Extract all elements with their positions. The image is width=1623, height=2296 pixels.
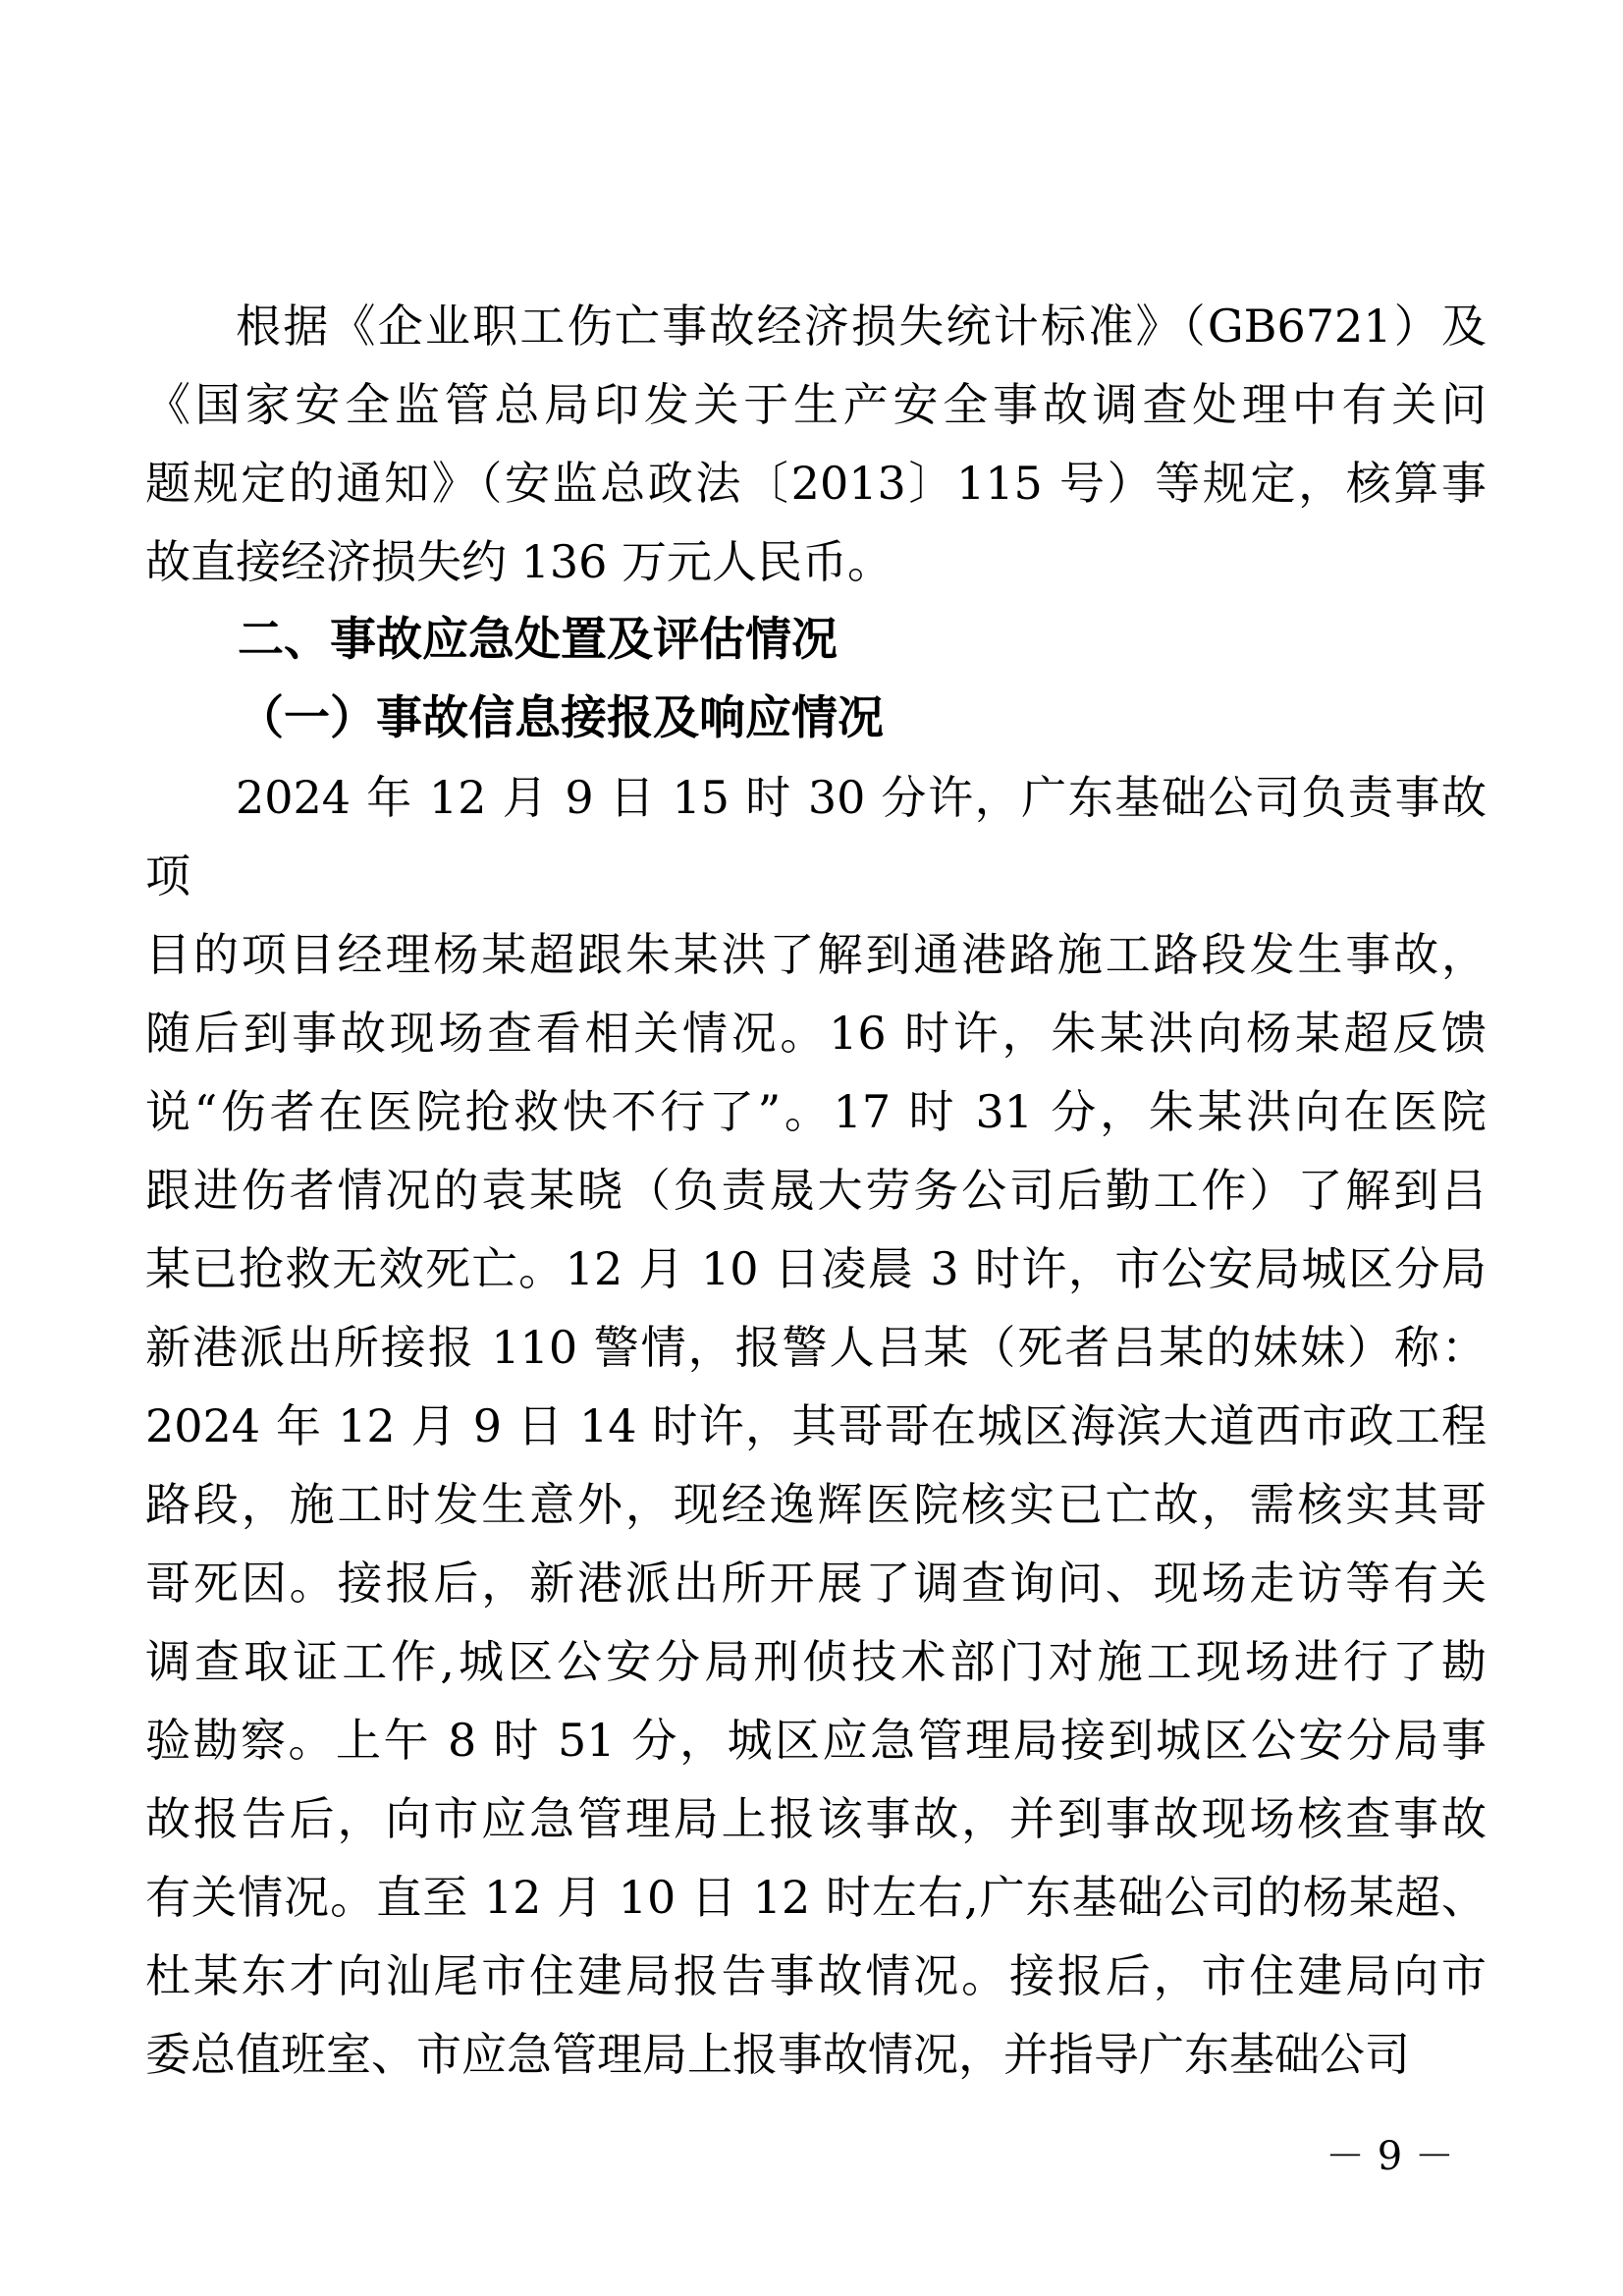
paragraph-emergency-response: 2024 年 12 月 9 日 15 时 30 分许，广东基础公司负责事故项 目的项目经理杨某超跟朱某洪了解到通港路施工路段发生事故， 随后到事故现场查看相关情况。16 时许，朱某洪向杨某超反馈 说“伤者在医院抢救快不行了”。17 时 31 分，朱某洪向在医院 跟进伤者情况的袁某晓（负责晟大劳务公司后勤工作）了解到吕 某已抢救无效死亡。12 月 10 日凌晨 3 时许，市公安局城区分局 新港派出所接报 110 警情，报警人吕某（死者吕某的妹妹）称： 2024 年 12 月 9 日 14 时许，其哥哥在城区海滨大道西市政工程 路段，施工时发生意外，现经逸辉医院核实已亡故，需核实其哥 哥死因。接报后，新港派出所开展了调查询问、现场走访等有关 调查取证工作,城区公安分局刑侦技术部门对施工现场进行了勘 验勘察。上午 8 时 51 分，城区应急管理局接到城区公安分局事 故报告后，向市应急管理局上报该事故，并到事故现场核查事故 有关情况。直至 12 月 10 日 12 时左右,广东基础公司的杨某超、 杜某东才向汕尾市住建局报告事故情况。接报后，市住建局向市 委总值班室、市应急管理局上报事故情况，并指导广东基础公司 — [145, 771, 1487, 2081]
subsection-heading: （一）事故信息接报及响应情况 — [238, 691, 884, 745]
page-number: － 9 － — [1325, 2134, 1454, 2179]
paragraph-economic-loss: 根据《企业职工伤亡事故经济损失统计标准》（GB6721）及 《国家安全监管总局印发关于生产安全事故调查处理中有关问 题规定的通知》（安监总政法〔2013〕115 号）等规定，核算事 故直接经济损失约 136 万元人民币。 — [145, 300, 1487, 588]
page-content — [145, 287, 1487, 2094]
section-heading: 二、事故应急处置及评估情况 — [238, 613, 838, 667]
